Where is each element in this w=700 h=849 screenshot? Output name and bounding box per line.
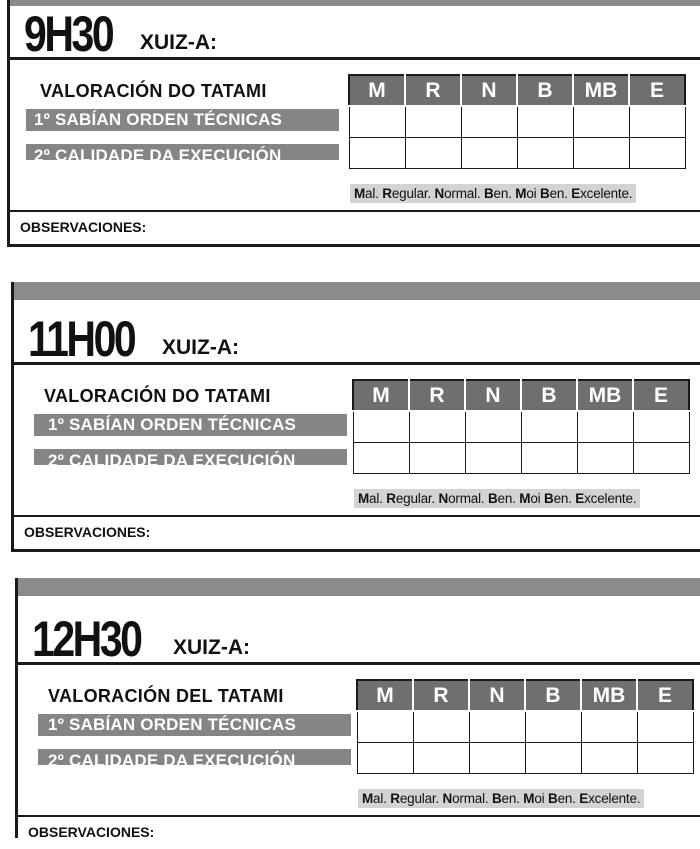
criterion-2-row xyxy=(349,138,685,169)
session-time: 9H30 xyxy=(24,6,113,62)
grade-cell[interactable] xyxy=(517,106,573,138)
grade-header-n: N xyxy=(469,680,525,711)
grade-header-n: N xyxy=(465,380,521,411)
legend-text: en. xyxy=(501,791,520,806)
legend-initial: B xyxy=(487,491,498,506)
rating-section xyxy=(14,365,700,515)
grade-cell[interactable] xyxy=(409,443,465,474)
rating-title: VALORACIÓN DEL TATAMI xyxy=(48,686,284,706)
grade-header-e: E xyxy=(629,75,685,106)
legend-initial: N xyxy=(434,186,445,201)
criterion-2-row xyxy=(357,743,693,774)
grade-cell[interactable] xyxy=(637,743,693,774)
legend-text: xcelente. xyxy=(588,791,641,806)
grade-header-m: M xyxy=(357,680,413,711)
grade-header-m: M xyxy=(349,75,405,106)
grade-header-e: E xyxy=(637,680,693,711)
legend-text: al. xyxy=(369,491,383,506)
grade-cell[interactable] xyxy=(469,743,525,774)
grade-cell[interactable] xyxy=(633,411,689,443)
criterion-1-row xyxy=(349,106,685,138)
grade-cell[interactable] xyxy=(517,138,573,169)
judge-label: XUIZ-A: xyxy=(173,636,250,659)
legend-initial: R xyxy=(386,491,396,506)
grade-header-mb: MB xyxy=(577,380,633,411)
grade-legend xyxy=(358,789,644,808)
grade-cell[interactable] xyxy=(465,411,521,443)
legend-text: al. xyxy=(373,791,387,806)
legend-initial: B xyxy=(491,791,502,806)
rating-grid xyxy=(348,74,686,169)
grade-header-r: R xyxy=(405,75,461,106)
criterion-1-label: 1º SABÍAN ORDEN TÉCNICAS xyxy=(38,714,351,736)
legend-text: en. xyxy=(493,186,512,201)
top-band xyxy=(14,282,700,300)
rating-grid xyxy=(356,679,694,774)
legend-text: xcelente. xyxy=(580,186,633,201)
criterion-1-label: 1º SABÍAN ORDEN TÉCNICAS xyxy=(26,109,339,131)
legend-text: oi xyxy=(530,491,541,506)
grade-cell[interactable] xyxy=(357,743,413,774)
grade-header-n: N xyxy=(461,75,517,106)
legend-initial: R xyxy=(390,791,400,806)
legend-initial: N xyxy=(438,491,449,506)
observations-label[interactable]: OBSERVACIONES: xyxy=(18,815,700,849)
grade-cell[interactable] xyxy=(357,711,413,743)
grade-cell[interactable] xyxy=(413,743,469,774)
legend-initial: M xyxy=(519,491,531,506)
grade-header-b: B xyxy=(525,680,581,711)
rating-grid xyxy=(352,379,690,474)
grade-cell[interactable] xyxy=(629,138,685,169)
grade-cell[interactable] xyxy=(525,743,581,774)
criterion-1-row xyxy=(353,411,689,443)
grade-header-m: M xyxy=(353,380,409,411)
legend-initial: M xyxy=(354,186,366,201)
legend-initial: B xyxy=(544,491,554,506)
legend-initial: M xyxy=(362,791,374,806)
grade-cell[interactable] xyxy=(573,138,629,169)
grade-cell[interactable] xyxy=(409,411,465,443)
legend-initial: B xyxy=(483,186,494,201)
legend-initial: E xyxy=(579,791,589,806)
legend-initial: E xyxy=(575,491,585,506)
criterion-2-row xyxy=(353,443,689,474)
grade-header-r: R xyxy=(413,680,469,711)
criterion-2-label: 2º CALIDADE DA EXECUCIÓN xyxy=(34,449,347,465)
legend-text: xcelente. xyxy=(584,491,637,506)
rating-title: VALORACIÓN DO TATAMI xyxy=(40,81,267,101)
grade-cell[interactable] xyxy=(573,106,629,138)
legend-initial: N xyxy=(442,791,453,806)
session-time: 12H30 xyxy=(32,611,141,667)
legend-text: egular. xyxy=(399,791,439,806)
grade-cell[interactable] xyxy=(353,411,409,443)
grade-cell[interactable] xyxy=(405,138,461,169)
grade-cell[interactable] xyxy=(581,743,637,774)
legend-text: oi xyxy=(534,791,545,806)
grade-cell[interactable] xyxy=(633,443,689,474)
grade-legend xyxy=(350,184,636,203)
legend-text: egular. xyxy=(395,491,435,506)
legend-text: en. xyxy=(549,186,568,201)
session-time: 11H00 xyxy=(28,311,135,367)
rating-title: VALORACIÓN DO TATAMI xyxy=(44,386,271,406)
grade-cell[interactable] xyxy=(413,711,469,743)
judge-label: XUIZ-A: xyxy=(162,336,239,359)
legend-text: ormal. xyxy=(452,791,489,806)
grade-legend xyxy=(354,489,640,508)
legend-text: egular. xyxy=(391,186,431,201)
sheet-header xyxy=(18,596,700,665)
grade-cell[interactable] xyxy=(637,711,693,743)
grade-cell[interactable] xyxy=(521,411,577,443)
grade-header-r: R xyxy=(409,380,465,411)
criterion-1-label: 1º SABÍAN ORDEN TÉCNICAS xyxy=(34,414,347,436)
observations-label[interactable]: OBSERVACIONES: xyxy=(10,210,700,244)
judge-label: XUIZ-A: xyxy=(140,31,217,54)
grade-header-b: B xyxy=(517,75,573,106)
rating-section xyxy=(10,60,700,210)
legend-text: en. xyxy=(497,491,516,506)
top-band xyxy=(18,578,700,596)
legend-initial: M xyxy=(523,791,535,806)
grade-cell[interactable] xyxy=(465,443,521,474)
legend-text: ormal. xyxy=(448,491,485,506)
grade-header-mb: MB xyxy=(573,75,629,106)
grade-cell[interactable] xyxy=(405,106,461,138)
criterion-2-label: 2º CALIDADE DA EXECUCIÓN xyxy=(26,144,339,160)
judge-sheet-3 xyxy=(15,578,700,838)
grade-cell[interactable] xyxy=(461,138,517,169)
criterion-2-label: 2º CALIDADE DA EXECUCIÓN xyxy=(38,749,351,765)
judge-sheet-2 xyxy=(11,282,700,552)
grade-cell[interactable] xyxy=(349,106,405,138)
criterion-1-row xyxy=(357,711,693,743)
observations-label[interactable]: OBSERVACIONES: xyxy=(14,515,700,549)
grade-cell[interactable] xyxy=(577,411,633,443)
legend-initial: M xyxy=(515,186,527,201)
legend-initial: E xyxy=(571,186,581,201)
grade-cell[interactable] xyxy=(525,711,581,743)
sheet-header xyxy=(14,300,700,365)
legend-text: ormal. xyxy=(444,186,481,201)
judge-sheet-1 xyxy=(7,0,700,247)
grade-header-row xyxy=(357,680,693,711)
grade-cell[interactable] xyxy=(577,443,633,474)
grade-cell[interactable] xyxy=(629,106,685,138)
legend-text: al. xyxy=(365,186,379,201)
legend-text: oi xyxy=(526,186,537,201)
grade-cell[interactable] xyxy=(521,443,577,474)
grade-header-row xyxy=(349,75,685,106)
legend-initial: M xyxy=(358,491,370,506)
legend-text: en. xyxy=(557,791,576,806)
legend-initial: B xyxy=(540,186,550,201)
rating-section xyxy=(18,665,700,815)
grade-cell[interactable] xyxy=(353,443,409,474)
legend-text: en. xyxy=(553,491,572,506)
grade-header-row xyxy=(353,380,689,411)
grade-header-mb: MB xyxy=(581,680,637,711)
grade-header-b: B xyxy=(521,380,577,411)
grade-cell[interactable] xyxy=(349,138,405,169)
sheet-header xyxy=(10,6,700,60)
grade-header-e: E xyxy=(633,380,689,411)
legend-initial: R xyxy=(382,186,392,201)
grade-cell[interactable] xyxy=(469,711,525,743)
legend-initial: B xyxy=(548,791,558,806)
grade-cell[interactable] xyxy=(581,711,637,743)
grade-cell[interactable] xyxy=(461,106,517,138)
